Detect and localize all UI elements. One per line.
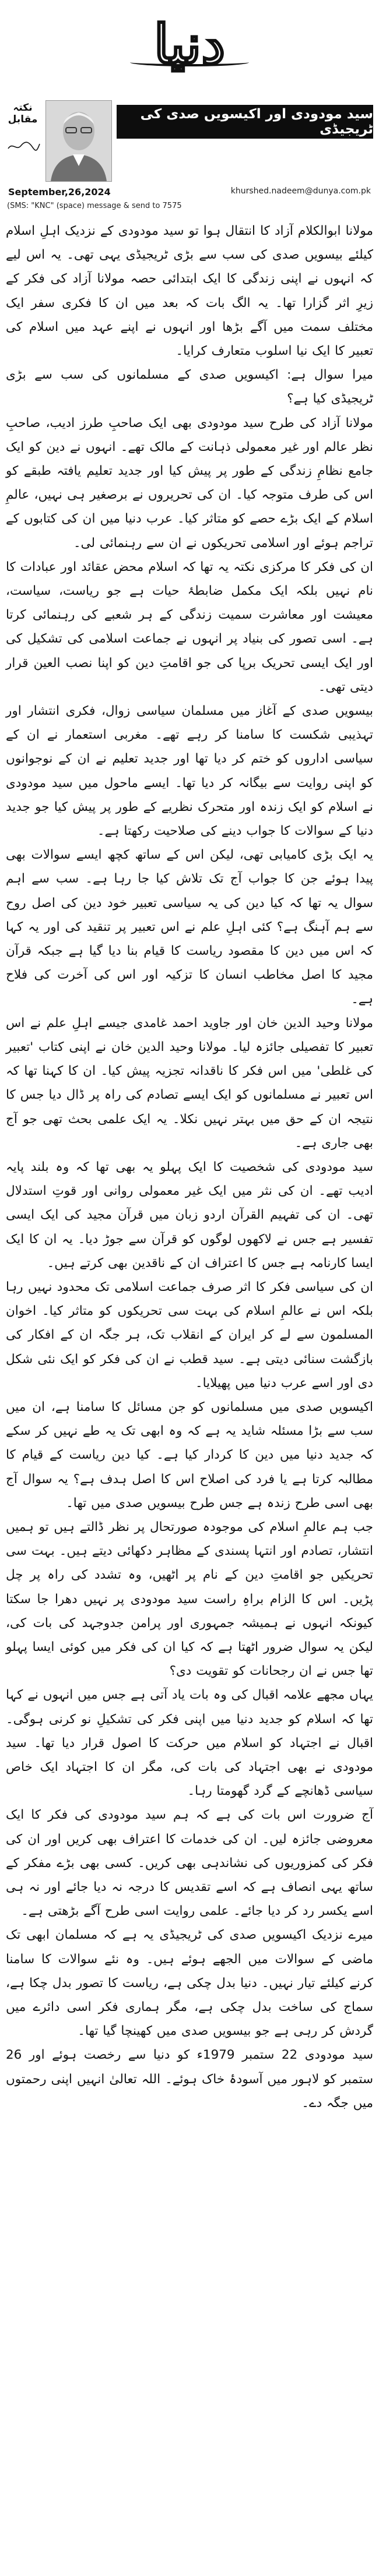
article-paragraph: بیسویں صدی کے آغاز میں مسلمان سیاسی زوال، فکری انتشار اور تہذیبی شکست کا سامنا کر رہے تھے۔ مغربی استعمار نے ان کے سیاسی اداروں کو ختم کر دیا تھا اور جدید تعلیم نے ان کے نوجوانوں کو اپنی روایت سے بیگانہ کر دیا تھا۔ ایسے ماحول میں سید مودودی نے اسلام کو ایک زندہ اور متحرک نظریے کے طور پر پیش کیا جو جدید دنیا کے سوالات کا جواب دینے کی صلاحیت رکھتا ہے۔ — [6, 704, 373, 839]
article-paragraph: یہ ایک بڑی کامیابی تھی، لیکن اس کے ساتھ کچھ ایسے سوالات بھی پیدا ہوئے جن کا جواب آج تک تلاش کیا جا رہا ہے۔ سب سے اہم سوال یہ تھا کہ کیا دین کی یہ سیاسی تعبیر خود دین کی اصل روح سے ہم آہنگ ہے؟ کئی اہلِ علم نے اس تعبیر پر تنقید کی اور یہ کہا کہ اس میں دین کا مقصود ریاست کا قیام بنا دیا گیا ہے جبکہ قرآن مجید کا اصل مخاطب انسان کا تزکیہ اور اس کی آخرت کی فلاح ہے۔ — [6, 848, 373, 1007]
article-paragraph: میرے نزدیک اکیسویں صدی کی ٹریجیڈی یہ ہے کہ مسلمان ابھی تک ماضی کے سوالات میں الجھے ہوئے ہیں۔ وہ نئے سوالات کا سامنا کرنے کیلئے تیار نہیں۔ دنیا بدل چکی ہے، ریاست کا تصور بدل چکا ہے، سماج کی ساخت بدل چکی ہے، مگر ہماری فکر اسی دائرے میں گردش کر رہی ہے جو بیسویں صدی میں کھینچا گیا تھا۔ — [6, 1928, 373, 2039]
masthead — [0, 0, 379, 87]
author-photo — [45, 100, 112, 182]
newspaper-logo — [120, 5, 259, 83]
article-paragraph: ان کی فکر کا مرکزی نکتہ یہ تھا کہ اسلام محض عقائد اور عبادات کا نام نہیں بلکہ ایک مکمل ضابطۂ حیات ہے جو ریاست، سیاست، معیشت اور معاشرت سمیت زندگی کے ہر شعبے کی رہنمائی کرتا ہے۔ اسی تصور کی بنیاد پر انہوں نے جماعت اسلامی کی تشکیل کی اور ایک ایسی تحریک برپا کی جو اقامتِ دین کو اپنا نصب العین قرار دیتی تھی۔ — [6, 559, 373, 694]
article-body — [6, 219, 373, 2115]
signature-icon — [6, 140, 41, 153]
article-paragraph: مولانا آزاد کی طرح سید مودودی بھی ایک صاحبِ طرز ادیب، صاحبِ نظر عالم اور غیر معمولی ذہانت کے مالک تھے۔ انہوں نے دین کو ایک جامع نظامِ زندگی کے طور پر پیش کیا اور جدید تعلیم یافتہ طبقے کو اس کی طرف متوجہ کیا۔ ان کی تحریروں نے برصغیر ہی نہیں، عالمِ اسلام کے ایک بڑے حصے کو متاثر کیا۔ عرب دنیا میں ان کی کتابوں کے تراجم ہوئے اور اسلامی تحریکوں نے ان سے رہنمائی لی۔ — [6, 415, 373, 551]
sms-info: (SMS: "KNC" (space) message & send to 7575 — [7, 202, 182, 210]
author-email: khurshed.nadeem@dunya.com.pk — [230, 186, 371, 196]
article-paragraph: اکیسویں صدی میں مسلمانوں کو جن مسائل کا سامنا ہے، ان میں سب سے بڑا مسئلہ شاید یہ ہے کہ وہ ابھی تک یہ طے نہیں کر سکے کہ جدید دنیا میں دین کا کردار کیا ہے۔ کیا دین ریاست کے قیام کا مطالبہ کرتا ہے یا فرد کی اصلاح اس کا اصل ہدف ہے؟ یہ سوال آج بھی اسی طرح زندہ ہے جس طرح بیسویں صدی میں تھا۔ — [6, 1399, 373, 1511]
article-paragraph: ان کی سیاسی فکر کا اثر صرف جماعت اسلامی تک محدود نہیں رہا بلکہ اس نے عالمِ اسلام کی بہت سی تحریکوں کو متاثر کیا۔ اخوان المسلمون سے لے کر ایران کے انقلاب تک، ہر جگہ ان کے افکار کی بازگشت سنائی دیتی ہے۔ سید قطب نے ان کی فکر کو ایک نئی شکل دی اور اسے عرب دنیا میں پھیلایا۔ — [6, 1279, 373, 1391]
article-paragraph: سید مودودی 22 ستمبر 1979ء کو دنیا سے رخصت ہوئے اور 26 ستمبر کو لاہور میں آسودۂ خاک ہوئے۔ اللہ تعالیٰ انہیں اپنی رحمتوں میں جگہ دے۔ — [6, 2048, 373, 2111]
article-paragraph: سید مودودی کی شخصیت کا ایک پہلو یہ بھی تھا کہ وہ بلند پایہ ادیب تھے۔ ان کی نثر میں ایک غیر معمولی روانی اور قوتِ استدلال تھی۔ ان کی تفہیم القرآن اردو زبان میں قرآن مجید کی ایک ایسی تفسیر ہے جس نے لاکھوں لوگوں کو قرآن سے جوڑ دیا۔ یہ ان کا ایک ایسا کارنامہ ہے جس کا اعتراف ان کے ناقدین بھی کرتے ہیں۔ — [6, 1159, 373, 1271]
article-paragraph: مولانا ابوالکلام آزاد کا انتقال ہوا تو سید مودودی کے نزدیک اہلِ اسلام کیلئے بیسویں صدی کی سب سے بڑی ٹریجیڈی یہی تھی۔ یہ اس لیے کہ انہوں نے اپنی زندگی کا ایک ابتدائی حصہ مولانا آزاد کی فکر کے زیرِ اثر گزارا تھا۔ یہ الگ بات کہ بعد میں ان کا فکری سفر ایک مختلف سمت میں آگے بڑھا اور انہوں نے اپنے عہد میں اسلام کی تعبیر کا ایک نیا اسلوب متعارف کرایا۔ — [6, 224, 373, 359]
article-paragraph: میرا سوال ہے: اکیسویں صدی کے مسلمانوں کی سب سے بڑی ٹریجیڈی کیا ہے؟ — [6, 368, 373, 407]
article-paragraph: مولانا وحید الدین خان اور جاوید احمد غامدی جیسے اہلِ علم نے اس تعبیر کا تفصیلی جائزہ لیا۔ مولانا وحید الدین خان نے اپنی کتاب 'تعبیر کی غلطی' میں اس فکر کا ناقدانہ تجزیہ پیش کیا۔ ان کا کہنا تھا کہ اس تعبیر نے مسلمانوں کو ایک ایسے تصادم کی راہ پر ڈال دیا جس کا نتیجہ ان کے حق میں بہتر نہیں نکلا۔ یہ ایک علمی بحث تھی جو آج بھی جاری ہے۔ — [6, 1015, 373, 1151]
article-paragraph: جب ہم عالمِ اسلام کی موجودہ صورتحال پر نظر ڈالتے ہیں تو ہمیں انتشار، تصادم اور انتہا پسندی کے مظاہر دکھائی دیتے ہیں۔ بہت سی تحریکیں جو اقامتِ دین کے نام پر اٹھیں، وہ تشدد کی راہ پر چل پڑیں۔ اس کا الزام براہِ راست سید مودودی پر نہیں دھرا جا سکتا کیونکہ انہوں نے ہمیشہ جمہوری اور پرامن جدوجہد کی بات کی، لیکن یہ سوال ضرور اٹھتا ہے کہ کیا ان کی فکر میں کوئی ایسا پہلو تھا جس نے ان رجحانات کو تقویت دی؟ — [6, 1519, 373, 1679]
author-portrait-icon — [46, 101, 111, 181]
article-paragraph: آج ضرورت اس بات کی ہے کہ ہم سید مودودی کی فکر کا ایک معروضی جائزہ لیں۔ ان کی خدمات کا اعتراف بھی کریں اور ان کی فکر کی کمزوریوں کی نشاندہی بھی کریں۔ کسی بھی بڑے مفکر کے ساتھ یہی انصاف ہے کہ اسے تقدیس کا درجہ نہ دیا جائے اور نہ ہی اسے یکسر رد کر دیا جائے۔ علمی روایت اسی طرح آگے بڑھتی ہے۔ — [6, 1808, 373, 1919]
logo-swash — [130, 58, 249, 66]
article-paragraph: یہاں مجھے علامہ اقبال کی وہ بات یاد آتی ہے جس میں انہوں نے کہا تھا کہ اسلام کو جدید دنیا میں اپنی فکر کی تشکیلِ نو کرنی ہوگی۔ اقبال نے اجتہاد کو اسلام میں حرکت کا اصول قرار دیا تھا۔ سید مودودی نے بھی اجتہاد کی بات کی، مگر ان کا اجتہاد ایک خاص سیاسی ڈھانچے کے گرد گھومتا رہا۔ — [6, 1688, 373, 1799]
article-title: سید مودودی اور اکیسویں صدی کی ٹریجیڈی — [117, 105, 373, 139]
column-name: نکتہ مقابل — [8, 102, 38, 125]
logo-wordmark: دنیا — [153, 12, 226, 76]
publish-date: September,26,2024 — [8, 186, 111, 197]
